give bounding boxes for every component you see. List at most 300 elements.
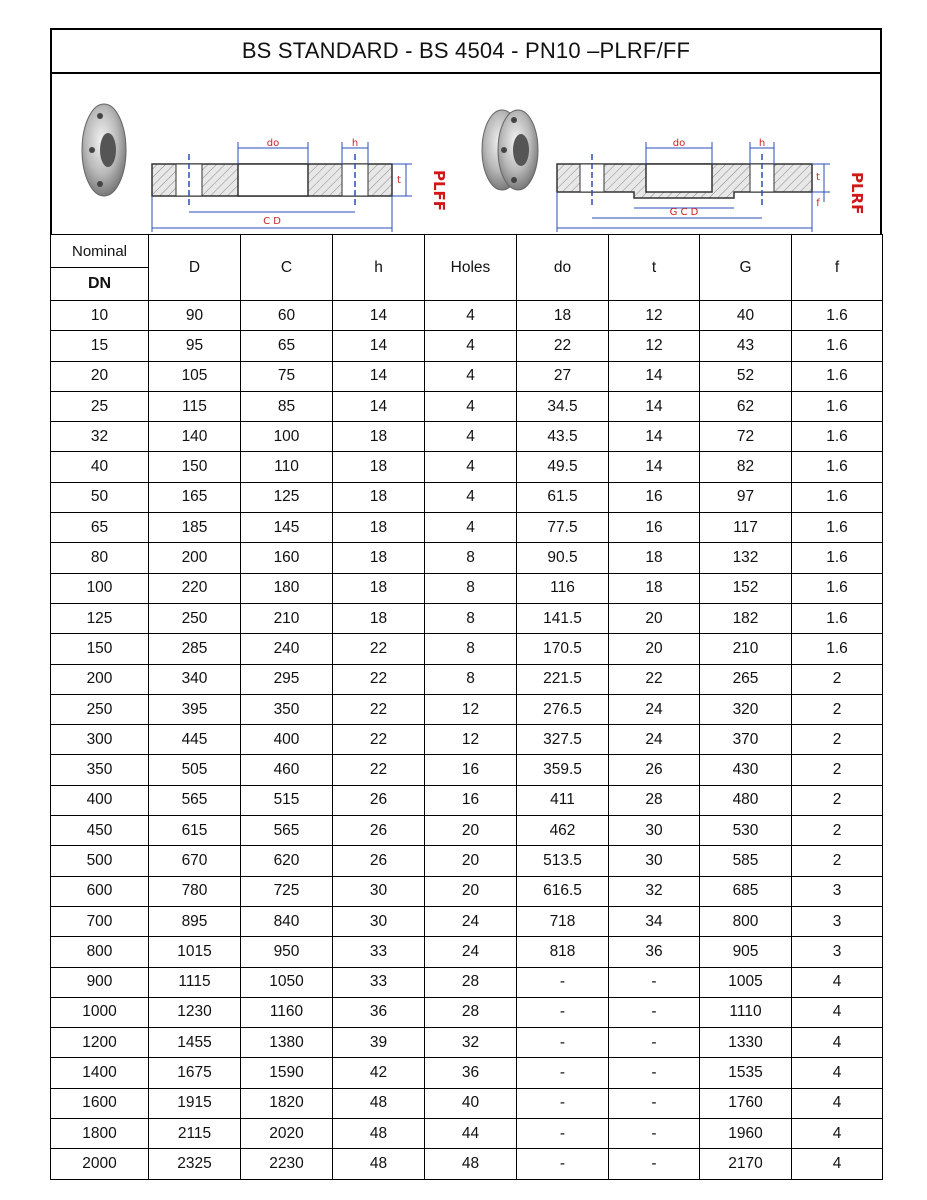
cell-holes: 16 bbox=[425, 755, 517, 785]
cell-t: 22 bbox=[609, 664, 700, 694]
cell-t: 30 bbox=[609, 816, 700, 846]
cell-h: 22 bbox=[333, 755, 425, 785]
cell-c: 725 bbox=[241, 876, 333, 906]
cell-d: 1675 bbox=[149, 1058, 241, 1088]
cell-d: 105 bbox=[149, 361, 241, 391]
cell-c: 1590 bbox=[241, 1058, 333, 1088]
cell-h: 26 bbox=[333, 846, 425, 876]
cell-dn: 1400 bbox=[51, 1058, 149, 1088]
cell-g: 1535 bbox=[700, 1058, 792, 1088]
cell-d: 1455 bbox=[149, 1028, 241, 1058]
cell-f: 4 bbox=[792, 1028, 883, 1058]
cell-do: 276.5 bbox=[517, 694, 609, 724]
cell-d: 615 bbox=[149, 816, 241, 846]
cell-d: 2115 bbox=[149, 1119, 241, 1149]
cell-g: 1005 bbox=[700, 967, 792, 997]
cell-g: 265 bbox=[700, 664, 792, 694]
cell-g: 800 bbox=[700, 906, 792, 936]
cell-do: 462 bbox=[517, 816, 609, 846]
cell-f: 4 bbox=[792, 1058, 883, 1088]
header-d: D bbox=[149, 235, 241, 301]
header-f: f bbox=[792, 235, 883, 301]
cell-d: 150 bbox=[149, 452, 241, 482]
table-row bbox=[51, 452, 883, 482]
cell-c: 400 bbox=[241, 725, 333, 755]
cell-c: 110 bbox=[241, 452, 333, 482]
cell-f: 4 bbox=[792, 967, 883, 997]
table-row bbox=[51, 1088, 883, 1118]
cell-f: 1.6 bbox=[792, 603, 883, 633]
cell-holes: 24 bbox=[425, 906, 517, 936]
cell-c: 1820 bbox=[241, 1088, 333, 1118]
cell-c: 75 bbox=[241, 361, 333, 391]
cell-do: 327.5 bbox=[517, 725, 609, 755]
cell-d: 115 bbox=[149, 391, 241, 421]
cell-do: - bbox=[517, 1088, 609, 1118]
cell-holes: 36 bbox=[425, 1058, 517, 1088]
cell-c: 1050 bbox=[241, 967, 333, 997]
table-row bbox=[51, 906, 883, 936]
cell-dn: 1000 bbox=[51, 997, 149, 1027]
cell-h: 14 bbox=[333, 301, 425, 331]
cell-dn: 25 bbox=[51, 391, 149, 421]
cell-f: 3 bbox=[792, 937, 883, 967]
cell-do: 616.5 bbox=[517, 876, 609, 906]
cell-c: 515 bbox=[241, 785, 333, 815]
table-row bbox=[51, 694, 883, 724]
cell-holes: 4 bbox=[425, 301, 517, 331]
cell-g: 530 bbox=[700, 816, 792, 846]
cell-do: - bbox=[517, 997, 609, 1027]
cell-d: 780 bbox=[149, 876, 241, 906]
cell-dn: 250 bbox=[51, 694, 149, 724]
cell-c: 2230 bbox=[241, 1149, 333, 1179]
cell-t: - bbox=[609, 1058, 700, 1088]
cell-dn: 100 bbox=[51, 573, 149, 603]
cell-f: 1.6 bbox=[792, 391, 883, 421]
cell-dn: 600 bbox=[51, 876, 149, 906]
cell-t: 12 bbox=[609, 301, 700, 331]
cell-holes: 8 bbox=[425, 543, 517, 573]
cell-do: 170.5 bbox=[517, 634, 609, 664]
cell-c: 60 bbox=[241, 301, 333, 331]
page-title: BS STANDARD - BS 4504 - PN10 –PLRF/FF bbox=[50, 28, 882, 72]
cell-h: 18 bbox=[333, 513, 425, 543]
cell-d: 165 bbox=[149, 482, 241, 512]
cell-do: 77.5 bbox=[517, 513, 609, 543]
cell-h: 14 bbox=[333, 361, 425, 391]
cell-d: 395 bbox=[149, 694, 241, 724]
cell-c: 840 bbox=[241, 906, 333, 936]
cell-h: 18 bbox=[333, 603, 425, 633]
table-row bbox=[51, 513, 883, 543]
dimensions-table bbox=[50, 234, 883, 1180]
table-row bbox=[51, 422, 883, 452]
cell-dn: 200 bbox=[51, 664, 149, 694]
cell-h: 18 bbox=[333, 482, 425, 512]
cell-h: 14 bbox=[333, 331, 425, 361]
cell-do: - bbox=[517, 1028, 609, 1058]
cell-c: 2020 bbox=[241, 1119, 333, 1149]
cell-f: 3 bbox=[792, 876, 883, 906]
plff-side-label: PLFF bbox=[430, 170, 448, 212]
cell-g: 585 bbox=[700, 846, 792, 876]
cell-d: 185 bbox=[149, 513, 241, 543]
cell-t: 20 bbox=[609, 634, 700, 664]
cell-g: 320 bbox=[700, 694, 792, 724]
cell-g: 480 bbox=[700, 785, 792, 815]
cell-dn: 300 bbox=[51, 725, 149, 755]
cell-t: - bbox=[609, 1028, 700, 1058]
cell-h: 30 bbox=[333, 906, 425, 936]
cell-do: 359.5 bbox=[517, 755, 609, 785]
cell-holes: 8 bbox=[425, 603, 517, 633]
plff-h-label: h bbox=[351, 138, 359, 149]
cell-c: 160 bbox=[241, 543, 333, 573]
cell-t: 14 bbox=[609, 361, 700, 391]
cell-dn: 40 bbox=[51, 452, 149, 482]
cell-do: 61.5 bbox=[517, 482, 609, 512]
cell-d: 285 bbox=[149, 634, 241, 664]
cell-dn: 700 bbox=[51, 906, 149, 936]
cell-h: 22 bbox=[333, 634, 425, 664]
header-holes: Holes bbox=[425, 235, 517, 301]
cell-d: 1115 bbox=[149, 967, 241, 997]
cell-c: 100 bbox=[241, 422, 333, 452]
cell-c: 620 bbox=[241, 846, 333, 876]
cell-c: 210 bbox=[241, 603, 333, 633]
cell-dn: 65 bbox=[51, 513, 149, 543]
cell-d: 250 bbox=[149, 603, 241, 633]
cell-do: - bbox=[517, 1149, 609, 1179]
plrf-section-drawing bbox=[557, 138, 866, 232]
cell-c: 85 bbox=[241, 391, 333, 421]
cell-h: 33 bbox=[333, 937, 425, 967]
cell-g: 1110 bbox=[700, 997, 792, 1027]
cell-d: 895 bbox=[149, 906, 241, 936]
cell-dn: 10 bbox=[51, 301, 149, 331]
cell-h: 26 bbox=[333, 785, 425, 815]
cell-do: 513.5 bbox=[517, 846, 609, 876]
flange-drawings-svg bbox=[52, 74, 880, 234]
cell-holes: 4 bbox=[425, 482, 517, 512]
plff-do-label: do bbox=[266, 138, 280, 149]
cell-f: 1.6 bbox=[792, 543, 883, 573]
table-row bbox=[51, 725, 883, 755]
cell-f: 2 bbox=[792, 755, 883, 785]
cell-g: 685 bbox=[700, 876, 792, 906]
cell-f: 2 bbox=[792, 664, 883, 694]
cell-d: 2325 bbox=[149, 1149, 241, 1179]
cell-g: 152 bbox=[700, 573, 792, 603]
cell-h: 18 bbox=[333, 543, 425, 573]
cell-holes: 4 bbox=[425, 331, 517, 361]
cell-h: 30 bbox=[333, 876, 425, 906]
cell-h: 42 bbox=[333, 1058, 425, 1088]
cell-h: 48 bbox=[333, 1119, 425, 1149]
cell-f: 2 bbox=[792, 785, 883, 815]
cell-g: 132 bbox=[700, 543, 792, 573]
flange-drawings bbox=[50, 72, 882, 234]
cell-dn: 1600 bbox=[51, 1088, 149, 1118]
cell-holes: 4 bbox=[425, 452, 517, 482]
cell-holes: 16 bbox=[425, 785, 517, 815]
cell-c: 145 bbox=[241, 513, 333, 543]
cell-t: 32 bbox=[609, 876, 700, 906]
cell-holes: 28 bbox=[425, 967, 517, 997]
cell-holes: 4 bbox=[425, 391, 517, 421]
cell-t: - bbox=[609, 1149, 700, 1179]
table-row bbox=[51, 967, 883, 997]
table-row bbox=[51, 876, 883, 906]
cell-holes: 44 bbox=[425, 1119, 517, 1149]
cell-t: 24 bbox=[609, 694, 700, 724]
header-t: t bbox=[609, 235, 700, 301]
cell-t: - bbox=[609, 997, 700, 1027]
table-row bbox=[51, 634, 883, 664]
cell-holes: 8 bbox=[425, 573, 517, 603]
cell-do: - bbox=[517, 967, 609, 997]
cell-dn: 80 bbox=[51, 543, 149, 573]
plrf-side-label: PLRF bbox=[848, 172, 866, 215]
cell-c: 180 bbox=[241, 573, 333, 603]
cell-t: 16 bbox=[609, 482, 700, 512]
cell-f: 1.6 bbox=[792, 452, 883, 482]
cell-do: - bbox=[517, 1119, 609, 1149]
cell-holes: 24 bbox=[425, 937, 517, 967]
cell-f: 4 bbox=[792, 1088, 883, 1118]
cell-d: 1230 bbox=[149, 997, 241, 1027]
cell-do: 221.5 bbox=[517, 664, 609, 694]
cell-holes: 20 bbox=[425, 846, 517, 876]
cell-do: 18 bbox=[517, 301, 609, 331]
cell-holes: 12 bbox=[425, 694, 517, 724]
cell-f: 1.6 bbox=[792, 422, 883, 452]
table-row bbox=[51, 543, 883, 573]
cell-f: 1.6 bbox=[792, 301, 883, 331]
cell-do: 116 bbox=[517, 573, 609, 603]
cell-h: 48 bbox=[333, 1149, 425, 1179]
cell-d: 1915 bbox=[149, 1088, 241, 1118]
cell-g: 52 bbox=[700, 361, 792, 391]
cell-c: 950 bbox=[241, 937, 333, 967]
cell-dn: 20 bbox=[51, 361, 149, 391]
cell-f: 3 bbox=[792, 906, 883, 936]
cell-t: 24 bbox=[609, 725, 700, 755]
cell-dn: 350 bbox=[51, 755, 149, 785]
cell-dn: 32 bbox=[51, 422, 149, 452]
header-g: G bbox=[700, 235, 792, 301]
cell-c: 460 bbox=[241, 755, 333, 785]
table-row bbox=[51, 937, 883, 967]
cell-f: 1.6 bbox=[792, 482, 883, 512]
table-row bbox=[51, 573, 883, 603]
cell-dn: 150 bbox=[51, 634, 149, 664]
cell-f: 2 bbox=[792, 694, 883, 724]
plrf-f-label: f bbox=[816, 198, 820, 209]
cell-g: 62 bbox=[700, 391, 792, 421]
cell-f: 1.6 bbox=[792, 634, 883, 664]
cell-t: 26 bbox=[609, 755, 700, 785]
cell-holes: 4 bbox=[425, 513, 517, 543]
cell-dn: 900 bbox=[51, 967, 149, 997]
cell-d: 670 bbox=[149, 846, 241, 876]
cell-f: 4 bbox=[792, 997, 883, 1027]
plrf-gcd-label: G C D bbox=[669, 207, 699, 218]
cell-g: 905 bbox=[700, 937, 792, 967]
plrf-do-label: do bbox=[672, 138, 686, 149]
cell-t: 20 bbox=[609, 603, 700, 633]
cell-t: 14 bbox=[609, 391, 700, 421]
cell-g: 210 bbox=[700, 634, 792, 664]
cell-h: 18 bbox=[333, 422, 425, 452]
cell-h: 39 bbox=[333, 1028, 425, 1058]
cell-holes: 48 bbox=[425, 1149, 517, 1179]
table-row bbox=[51, 1058, 883, 1088]
cell-do: 90.5 bbox=[517, 543, 609, 573]
table-row bbox=[51, 482, 883, 512]
cell-dn: 500 bbox=[51, 846, 149, 876]
cell-f: 2 bbox=[792, 846, 883, 876]
cell-h: 18 bbox=[333, 573, 425, 603]
cell-holes: 4 bbox=[425, 361, 517, 391]
cell-h: 22 bbox=[333, 664, 425, 694]
cell-g: 117 bbox=[700, 513, 792, 543]
cell-holes: 12 bbox=[425, 725, 517, 755]
cell-t: 36 bbox=[609, 937, 700, 967]
cell-c: 1380 bbox=[241, 1028, 333, 1058]
table-row bbox=[51, 603, 883, 633]
cell-d: 200 bbox=[149, 543, 241, 573]
header-do: do bbox=[517, 235, 609, 301]
cell-h: 18 bbox=[333, 452, 425, 482]
cell-dn: 50 bbox=[51, 482, 149, 512]
cell-do: 27 bbox=[517, 361, 609, 391]
table-row bbox=[51, 301, 883, 331]
cell-holes: 4 bbox=[425, 422, 517, 452]
cell-t: - bbox=[609, 1119, 700, 1149]
cell-d: 1015 bbox=[149, 937, 241, 967]
cell-h: 48 bbox=[333, 1088, 425, 1118]
cell-g: 1760 bbox=[700, 1088, 792, 1118]
cell-f: 2 bbox=[792, 816, 883, 846]
cell-f: 2 bbox=[792, 725, 883, 755]
cell-g: 1960 bbox=[700, 1119, 792, 1149]
cell-c: 350 bbox=[241, 694, 333, 724]
cell-h: 22 bbox=[333, 694, 425, 724]
table-row bbox=[51, 997, 883, 1027]
cell-do: 818 bbox=[517, 937, 609, 967]
cell-h: 26 bbox=[333, 816, 425, 846]
cell-holes: 8 bbox=[425, 664, 517, 694]
cell-do: 411 bbox=[517, 785, 609, 815]
cell-g: 430 bbox=[700, 755, 792, 785]
cell-g: 82 bbox=[700, 452, 792, 482]
cell-do: 43.5 bbox=[517, 422, 609, 452]
cell-d: 505 bbox=[149, 755, 241, 785]
cell-c: 565 bbox=[241, 816, 333, 846]
cell-t: - bbox=[609, 967, 700, 997]
cell-dn: 800 bbox=[51, 937, 149, 967]
cell-do: 718 bbox=[517, 906, 609, 936]
table-body bbox=[51, 301, 883, 1180]
cell-g: 2170 bbox=[700, 1149, 792, 1179]
cell-g: 72 bbox=[700, 422, 792, 452]
plrf-flange-photo bbox=[482, 110, 538, 190]
cell-d: 220 bbox=[149, 573, 241, 603]
cell-t: 34 bbox=[609, 906, 700, 936]
cell-do: - bbox=[517, 1058, 609, 1088]
cell-t: 14 bbox=[609, 422, 700, 452]
table-row bbox=[51, 391, 883, 421]
cell-holes: 20 bbox=[425, 816, 517, 846]
plff-section-drawing bbox=[152, 138, 448, 232]
cell-d: 445 bbox=[149, 725, 241, 755]
cell-d: 95 bbox=[149, 331, 241, 361]
cell-f: 4 bbox=[792, 1119, 883, 1149]
table-row bbox=[51, 1119, 883, 1149]
cell-holes: 28 bbox=[425, 997, 517, 1027]
table-row bbox=[51, 361, 883, 391]
table-row bbox=[51, 664, 883, 694]
cell-holes: 32 bbox=[425, 1028, 517, 1058]
table-row bbox=[51, 755, 883, 785]
table-row bbox=[51, 846, 883, 876]
cell-g: 97 bbox=[700, 482, 792, 512]
cell-do: 34.5 bbox=[517, 391, 609, 421]
cell-dn: 15 bbox=[51, 331, 149, 361]
spec-sheet bbox=[50, 28, 882, 1180]
cell-holes: 40 bbox=[425, 1088, 517, 1118]
cell-t: 18 bbox=[609, 573, 700, 603]
cell-c: 1160 bbox=[241, 997, 333, 1027]
cell-t: - bbox=[609, 1088, 700, 1118]
cell-g: 1330 bbox=[700, 1028, 792, 1058]
cell-f: 1.6 bbox=[792, 573, 883, 603]
cell-t: 14 bbox=[609, 452, 700, 482]
cell-dn: 2000 bbox=[51, 1149, 149, 1179]
cell-dn: 125 bbox=[51, 603, 149, 633]
cell-do: 49.5 bbox=[517, 452, 609, 482]
cell-dn: 1800 bbox=[51, 1119, 149, 1149]
cell-h: 22 bbox=[333, 725, 425, 755]
plrf-t-label: t bbox=[816, 172, 820, 183]
cell-t: 12 bbox=[609, 331, 700, 361]
cell-t: 16 bbox=[609, 513, 700, 543]
cell-g: 182 bbox=[700, 603, 792, 633]
cell-h: 33 bbox=[333, 967, 425, 997]
table-row bbox=[51, 816, 883, 846]
cell-c: 65 bbox=[241, 331, 333, 361]
header-nominal: Nominal bbox=[51, 235, 149, 268]
cell-g: 370 bbox=[700, 725, 792, 755]
table-row bbox=[51, 1028, 883, 1058]
cell-d: 90 bbox=[149, 301, 241, 331]
cell-do: 22 bbox=[517, 331, 609, 361]
cell-t: 30 bbox=[609, 846, 700, 876]
header-h: h bbox=[333, 235, 425, 301]
cell-d: 340 bbox=[149, 664, 241, 694]
cell-g: 43 bbox=[700, 331, 792, 361]
cell-t: 28 bbox=[609, 785, 700, 815]
plrf-h-label: h bbox=[758, 138, 766, 149]
cell-dn: 1200 bbox=[51, 1028, 149, 1058]
cell-f: 1.6 bbox=[792, 513, 883, 543]
cell-do: 141.5 bbox=[517, 603, 609, 633]
cell-h: 36 bbox=[333, 997, 425, 1027]
cell-h: 14 bbox=[333, 391, 425, 421]
plff-flange-photo bbox=[82, 104, 126, 196]
